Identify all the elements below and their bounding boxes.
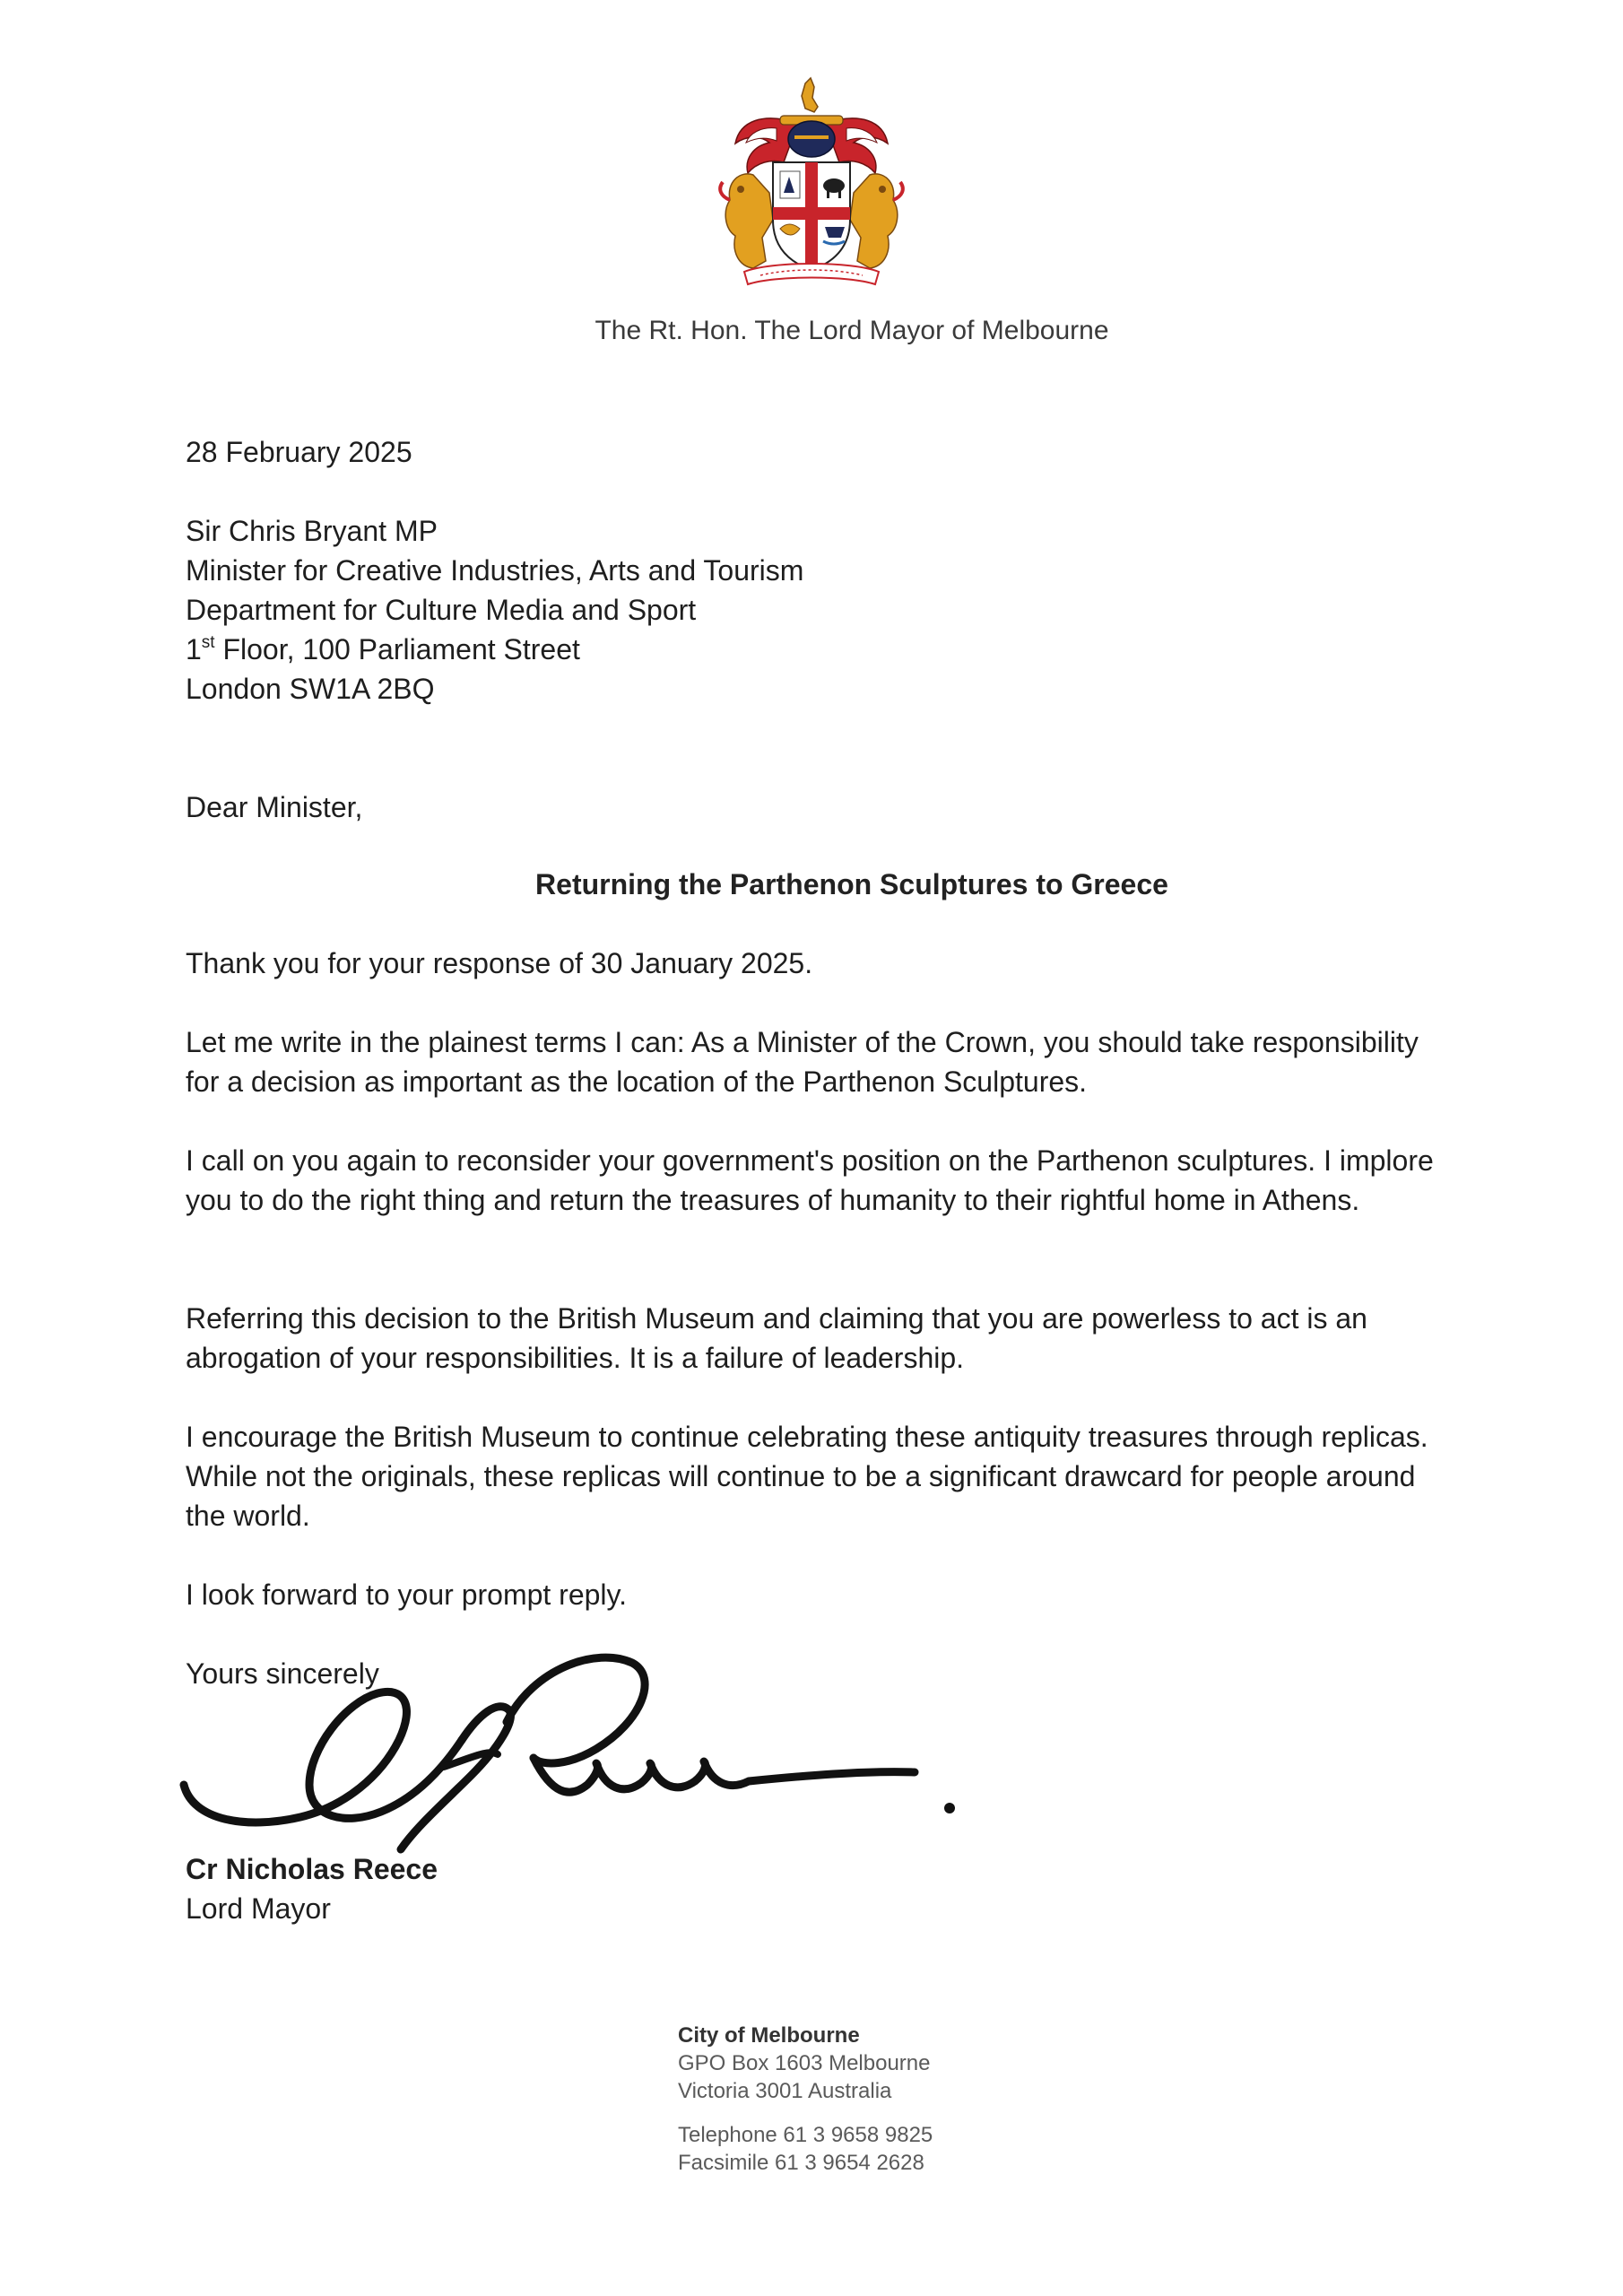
paragraph: I look forward to your prompt reply. <box>186 1578 628 1611</box>
letter-subject: Returning the Parthenon Sculptures to Greece <box>535 868 1168 900</box>
recipient-address <box>186 511 1441 709</box>
paragraph: Let me write in the plainest terms I can: As a Minister of the Crown, you should take responsibility for a decision as important as the location of the Parthenon Sculptures. <box>186 1026 1419 1098</box>
floor-rest: Floor, 100 Parliament Street <box>214 633 580 665</box>
recipient-city: London SW1A 2BQ <box>186 673 435 705</box>
footer-address-line2: Victoria 3001 Australia <box>678 2079 892 2103</box>
coat-of-arms-logo <box>690 76 933 296</box>
footer-facsimile: Facsimile 61 3 9654 2628 <box>678 2151 924 2175</box>
floor-suffix: st <box>201 633 215 652</box>
office-title: The Rt. Hon. The Lord Mayor of Melbourne <box>595 316 1109 345</box>
recipient-role: Minister for Creative Industries, Arts and Tourism <box>186 554 804 587</box>
closing: Yours sincerely <box>186 1657 379 1690</box>
paragraph: I call on you again to reconsider your government's position on the Parthenon sculptures. I implore you to do the right thing and return the treasures of humanity to their rightful home in Athens. <box>186 1144 1434 1216</box>
letter-date: 28 February 2025 <box>186 436 412 468</box>
paragraph: I encourage the British Museum to continue celebrating these antiquity treasures through replicas. While not the originals, these replicas will continue to be a significant drawcard for people around the world. <box>186 1421 1428 1532</box>
recipient-name: Sir Chris Bryant MP <box>186 515 438 547</box>
footer-spacer <box>678 2105 1126 2121</box>
signer-title: Lord Mayor <box>186 1892 331 1925</box>
letter-footer <box>678 2022 1126 2177</box>
footer-telephone: Telephone 61 3 9658 9825 <box>678 2123 933 2147</box>
floor-number: 1 <box>186 633 202 665</box>
signer-name: Cr Nicholas Reece <box>186 1853 438 1885</box>
footer-address-line1: GPO Box 1603 Melbourne <box>678 2051 931 2075</box>
footer-organisation: City of Melbourne <box>678 2023 860 2048</box>
paragraph: Referring this decision to the British Museum and claiming that you are powerless to act is an abrogation of your responsibilities. It is a failure of leadership. <box>186 1302 1367 1374</box>
recipient-department: Department for Culture Media and Sport <box>186 594 697 626</box>
salutation: Dear Minister, <box>186 791 363 823</box>
paragraph: Thank you for your response of 30 January 2025. <box>186 947 813 979</box>
recipient-street <box>186 630 1441 669</box>
